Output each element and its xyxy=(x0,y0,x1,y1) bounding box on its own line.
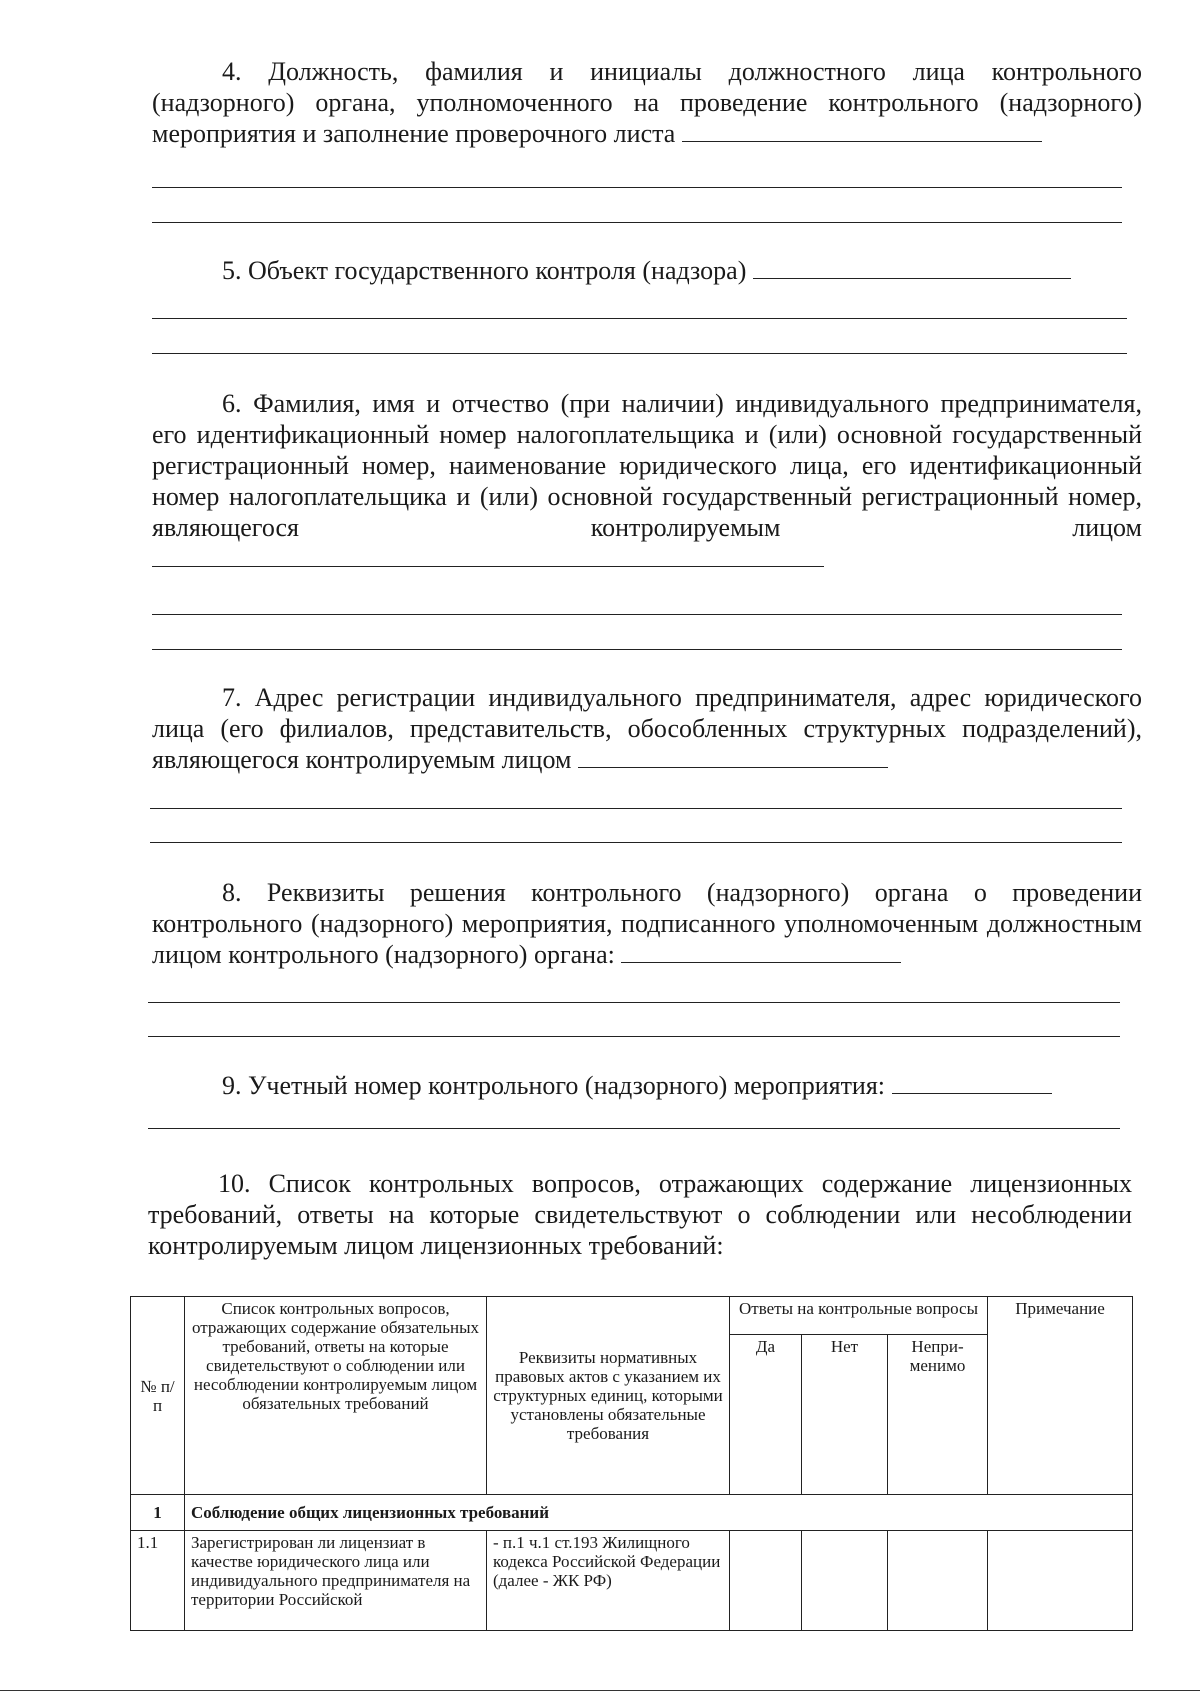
section-9-text: 9. Учетный номер контрольного (надзорного) мероприятия: xyxy=(222,1071,886,1100)
section-7-line-1[interactable] xyxy=(150,808,1122,809)
section-8-fill-line[interactable] xyxy=(621,940,901,963)
header-number: № п/п xyxy=(131,1297,185,1495)
section-8 xyxy=(152,877,1142,970)
header-no: Нет xyxy=(802,1335,888,1495)
section-9-fill-line[interactable] xyxy=(892,1071,1052,1094)
section-5 xyxy=(152,255,1142,286)
section-6-line-2[interactable] xyxy=(152,649,1122,650)
section-6-line-1[interactable] xyxy=(152,614,1122,615)
section-4-line-2[interactable] xyxy=(152,222,1122,223)
section-5-line-2[interactable] xyxy=(152,353,1127,354)
section-row-number: 1 xyxy=(131,1495,185,1531)
section-4-line-1[interactable] xyxy=(152,187,1122,188)
row-number: 1.1 xyxy=(131,1531,185,1631)
section-9-line-1[interactable] xyxy=(148,1128,1120,1129)
section-7-line-2[interactable] xyxy=(150,842,1122,843)
section-8-text: 8. Реквизиты решения контрольного (надзорного) органа о проведении контрольного (надзорного) мероприятия, подписанного уполномоченным должностным лицом контрольного (надзорного) органа: xyxy=(152,878,1142,969)
section-6-text: 6. Фамилия, имя и отчество (при наличии) индивидуального предпринимателя, его идентификационный номер налогоплательщика и (или) основной государственный регистрационный номер, наименование юридического лица, его идентификационный номер налогоплательщика и (или) основной государственный регистрационный номер, являющегося контролируемым лицом xyxy=(152,389,1142,542)
table-section-row xyxy=(131,1495,1133,1531)
section-10 xyxy=(148,1168,1132,1261)
section-row-title: Соблюдение общих лицензионных требований xyxy=(185,1495,1133,1531)
header-questions: Список контрольных вопросов, отражающих содержание обязательных требований, ответы на которые свидетельствуют о соблюдении или несоблюдении контролируемым лицом обязательных требований xyxy=(185,1297,487,1495)
header-requisites: Реквизиты нормативных правовых актов с указанием их структурных единиц, которыми установлены обязательные требования xyxy=(487,1297,730,1495)
section-6 xyxy=(152,388,1142,574)
header-yes: Да xyxy=(730,1335,802,1495)
control-questions-table xyxy=(130,1296,1133,1631)
section-4 xyxy=(152,56,1142,149)
section-4-fill-line[interactable] xyxy=(682,119,1042,142)
section-5-fill-line[interactable] xyxy=(753,256,1071,279)
section-7 xyxy=(152,682,1142,775)
section-10-text: 10. Список контрольных вопросов, отражающих содержание лицензионных требований, ответы на которые свидетельствуют о соблюдении или несоблюдении контролируемым лицом лицензионных требований: xyxy=(148,1169,1132,1260)
section-8-line-1[interactable] xyxy=(148,1002,1120,1003)
section-9 xyxy=(152,1070,1142,1101)
section-8-line-2[interactable] xyxy=(148,1036,1120,1037)
row-answer-no[interactable] xyxy=(802,1531,888,1631)
section-7-text: 7. Адрес регистрации индивидуального предпринимателя, адрес юридического лица (его филиалов, представительств, обособленных структурных подразделений), являющегося контролируемым лицом xyxy=(152,683,1142,774)
row-note[interactable] xyxy=(988,1531,1133,1631)
row-answer-yes[interactable] xyxy=(730,1531,802,1631)
page-bottom-edge xyxy=(0,1690,1200,1691)
section-4-text: 4. Должность, фамилия и инициалы должностного лица контрольного (надзорного) органа, уполномоченного на проведение контрольного (надзорного) мероприятия и заполнение проверочного листа xyxy=(152,57,1142,148)
section-5-text: 5. Объект государственного контроля (надзора) xyxy=(222,256,747,285)
row-answer-na[interactable] xyxy=(888,1531,988,1631)
row-requisite: - п.1 ч.1 ст.193 Жилищного кодекса Российской Федерации (далее - ЖК РФ) xyxy=(487,1531,730,1631)
table-row xyxy=(131,1531,1133,1631)
header-na: Непри-менимо xyxy=(888,1335,988,1495)
section-7-fill-line[interactable] xyxy=(578,745,888,768)
header-note: Примечание xyxy=(988,1297,1133,1495)
row-question: Зарегистрирован ли лицензиат в качестве юридического лица или индивидуального предпринимателя на территории Российской xyxy=(185,1531,487,1631)
section-5-line-1[interactable] xyxy=(152,318,1127,319)
header-answers: Ответы на контрольные вопросы xyxy=(730,1297,988,1335)
section-6-fill-line[interactable] xyxy=(152,544,824,567)
table-header-row-1 xyxy=(131,1297,1133,1335)
